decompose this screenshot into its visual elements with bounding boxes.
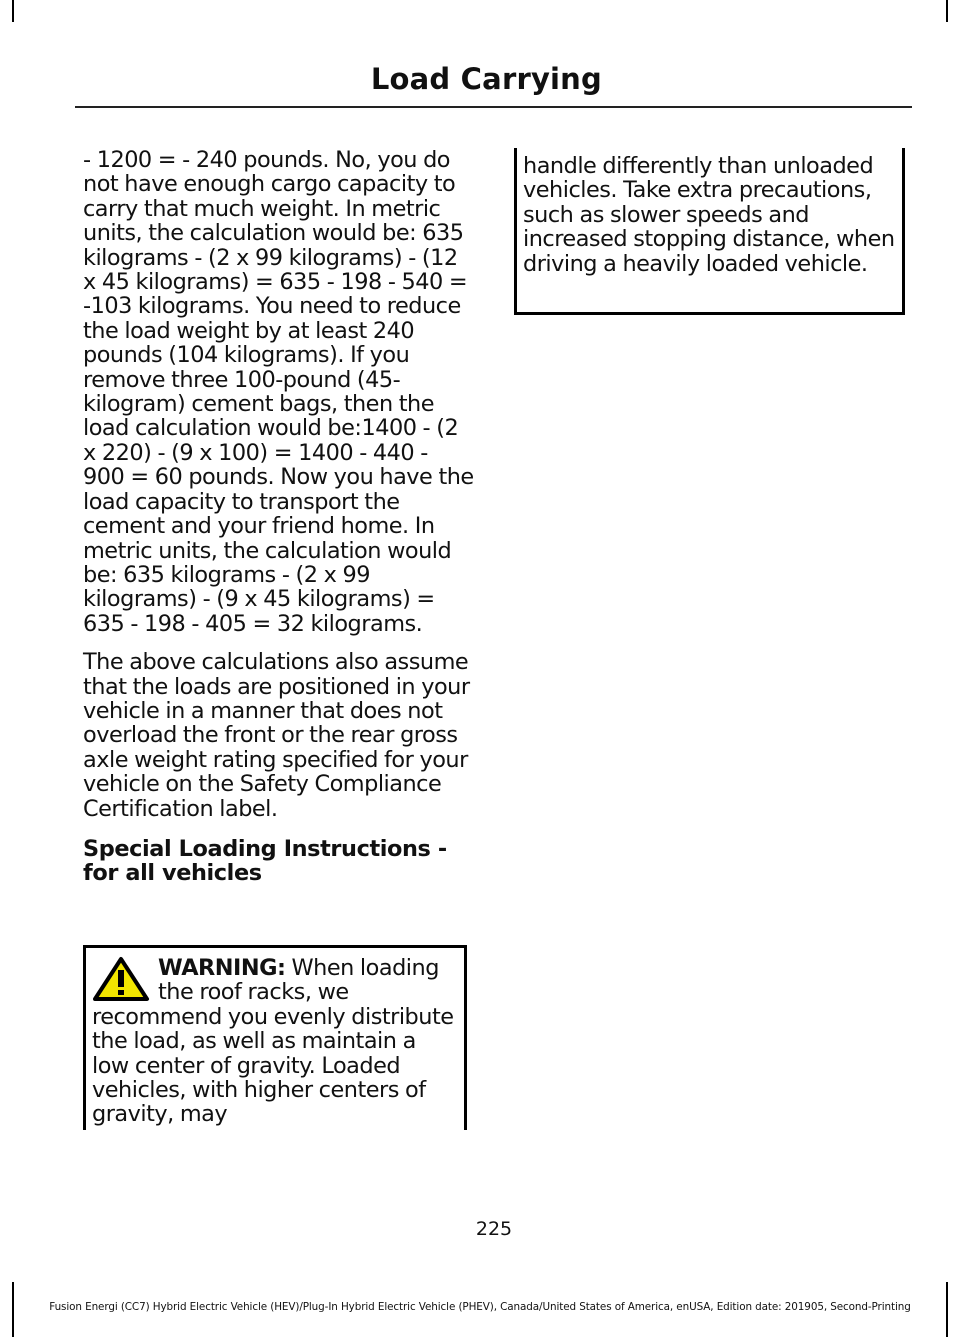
left-column xyxy=(83,148,475,886)
paragraph-calculation: - 1200 = - 240 pounds. No, you do not have enough cargo capacity to carry that much weight. In metric units, the calculation would be: 635 kilograms - (2 x 99 kilograms) - (12 x 45 kilograms) = 635 - 198 - 540 = -103 kilograms. You need to reduce the load weight by at least 240 pounds (104 kilograms). If you remove three 100-pound (45-kilogram) cement bags, then the load calculation would be:1400 - (2 x 220) - (9 x 100) = 1400 - 440 - 900 = 60 pounds. Now you have the load capacity to transport the cement and your friend home. In metric units, the calculation would be: 635 kilograms - (2 x 99 kilograms) - (9 x 45 kilograms) = 635 - 198 - 405 = 32 kilograms. xyxy=(83,147,474,637)
warning-text-part-1: When loading the roof racks, we recommend you evenly distribute the load, as well as maintain a low center of gravity. Loaded vehicles, with higher centers of gravity, may xyxy=(92,955,454,1128)
footer-text: Fusion Energi (CC7) Hybrid Electric Vehicle (HEV)/Plug-In Hybrid Electric Vehicle (PHEV), Canada/United States of America, enUSA, Edition date: 201905, Second-Printing xyxy=(49,1301,911,1313)
warning-label: WARNING: xyxy=(158,955,286,981)
warning-triangle-icon xyxy=(92,956,150,1002)
warning-text-part-2: handle differently than unloaded vehicles. Take extra precautions, such as slower speeds and increased stopping distance, when driving a heavily loaded vehicle. xyxy=(523,153,895,277)
warning-box-continued xyxy=(514,148,905,315)
header-divider xyxy=(75,106,912,108)
crop-mark-top-left xyxy=(12,0,14,22)
crop-mark-top-right xyxy=(946,0,948,22)
page-title: Load Carrying xyxy=(370,62,602,96)
paragraph-assumption: The above calculations also assume that the loads are positioned in your vehicle in a manner that does not overload the front or the rear gross axle weight rating specified for your vehicle on the Safety Compliance Certification label. xyxy=(83,649,470,822)
page-number: 225 xyxy=(475,1218,513,1240)
warning-box xyxy=(83,945,467,1130)
section-heading: Special Loading Instructions - for all vehicles xyxy=(83,835,447,887)
